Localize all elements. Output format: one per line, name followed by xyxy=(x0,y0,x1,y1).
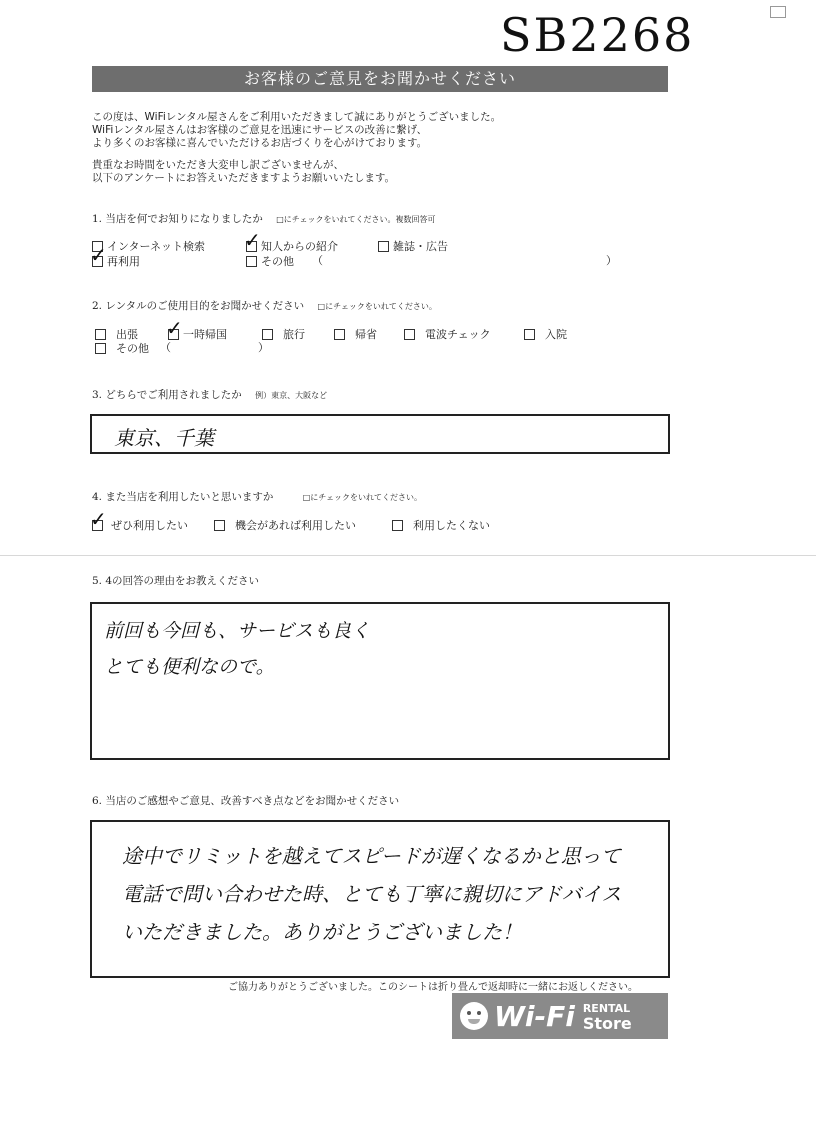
q2-other-paren-close: ） xyxy=(258,341,269,354)
option-label: 帰省 xyxy=(355,328,377,341)
q1-option-internet[interactable] xyxy=(92,238,205,254)
option-label: 入院 xyxy=(545,328,567,341)
q1-option-magazine[interactable] xyxy=(378,238,448,254)
option-label: 一時帰国 xyxy=(183,328,227,341)
q4-note: □にチェックをいれてください。 xyxy=(302,493,423,502)
q2-other-paren-open: （ xyxy=(160,341,171,354)
q6-answer-line-1: 途中でリミットを越えてスピードが遅くなるかと思って xyxy=(122,844,621,868)
option-label: 電波チェック xyxy=(425,328,491,341)
option-label: 利用したくない xyxy=(413,519,490,532)
q5-answer-box[interactable] xyxy=(90,602,670,760)
fold-line xyxy=(0,555,816,556)
option-label: 雑誌・広告 xyxy=(393,240,448,253)
q3-answer-box[interactable] xyxy=(90,414,670,454)
option-label: 知人からの紹介 xyxy=(261,240,338,253)
q6-answer-line-3: いただきました。ありがとうございました！ xyxy=(122,920,522,944)
checkbox[interactable] xyxy=(246,256,257,267)
q1-option-other[interactable] xyxy=(246,253,294,269)
q4-label: 4. また当店を利用したいと思いますか xyxy=(92,491,274,503)
checkbox[interactable] xyxy=(392,520,403,531)
check-mark-icon: ✓ xyxy=(90,242,107,267)
sheet-id: SB2268 xyxy=(500,8,695,62)
checkbox-checked[interactable] xyxy=(166,315,183,340)
checkbox-checked[interactable] xyxy=(244,227,261,252)
checkbox[interactable] xyxy=(404,329,415,340)
checkbox[interactable] xyxy=(378,241,389,252)
logo-sub-text-2: Store xyxy=(582,1014,632,1033)
q1-heading xyxy=(92,211,436,226)
q4-option-if-chance[interactable] xyxy=(214,517,356,533)
footer-note: ご協力ありがとうございました。このシートは折り畳んで返却時に一緒にお返しください。 xyxy=(228,982,638,993)
q5-label: 5. 4の回答の理由をお教えください xyxy=(92,575,260,587)
q6-answer-box[interactable] xyxy=(90,820,670,978)
option-label: インターネット検索 xyxy=(107,240,206,253)
logo-sub-text-1: RENTAL xyxy=(582,1002,631,1015)
q4-option-no[interactable] xyxy=(392,517,490,533)
check-mark-icon: ✓ xyxy=(244,227,261,252)
logo-main-text: Wi-Fi xyxy=(494,999,575,1033)
checkbox-checked[interactable] xyxy=(90,506,107,531)
option-label: その他 xyxy=(261,255,294,268)
q3-heading xyxy=(92,387,327,402)
q4-heading xyxy=(92,489,422,504)
checkbox[interactable] xyxy=(524,329,535,340)
q1-note: □にチェックをいれてください。複数回答可 xyxy=(276,215,436,224)
wifi-rental-store-logo xyxy=(452,993,668,1039)
q1-option-reuse[interactable] xyxy=(90,242,140,269)
option-label: 機会があれば利用したい xyxy=(235,519,356,532)
mascot-icon xyxy=(460,1002,488,1030)
option-label: 旅行 xyxy=(283,328,305,341)
check-mark-icon: ✓ xyxy=(166,315,183,340)
checkbox[interactable] xyxy=(95,329,106,340)
q2-option-temporary-return[interactable] xyxy=(166,315,227,342)
q5-answer-line-2: とても便利なので。 xyxy=(104,656,275,678)
option-label: 再利用 xyxy=(107,255,140,268)
option-label: その他 xyxy=(116,342,149,355)
q2-option-homecoming[interactable] xyxy=(334,326,377,342)
checkbox[interactable] xyxy=(95,343,106,354)
q1-other-paren-open: （ xyxy=(312,254,323,267)
q3-label: 3. どちらでご利用されましたか xyxy=(92,389,242,401)
q6-label: 6. 当店のご感想やご意見、改善すべき点などをお聞かせください xyxy=(92,795,400,807)
checkbox[interactable] xyxy=(214,520,225,531)
q2-option-hospital[interactable] xyxy=(524,326,567,342)
checkbox-checked[interactable] xyxy=(90,242,107,267)
q2-option-signal-check[interactable] xyxy=(404,326,491,342)
q5-heading xyxy=(92,573,259,588)
q3-example: 例）東京、大阪など xyxy=(255,391,328,400)
q2-heading xyxy=(92,298,437,313)
q5-answer-line-1: 前回も今回も、サービスも良く xyxy=(104,620,371,642)
intro-paragraph-1: この度は、WiFiレンタル屋さんをご利用いただきまして誠にありがとうございました。 WiFiレンタル屋さんはお客様のご意見を迅速にサービスの改善に繋げ、 より多くのお客様に喜んでいただけるお店づくりを心がけております。 xyxy=(92,111,502,149)
intro-text xyxy=(92,111,652,194)
page-title: お客様のご意見をお聞かせください xyxy=(92,66,668,92)
q1-other-paren-close: ） xyxy=(606,254,617,267)
q1-option-referral[interactable] xyxy=(244,227,338,254)
q4-option-definitely[interactable] xyxy=(90,506,188,533)
option-label: ぜひ利用したい xyxy=(111,519,188,532)
q3-answer: 東京、千葉 xyxy=(114,426,214,450)
checkbox[interactable] xyxy=(262,329,273,340)
q2-option-other[interactable] xyxy=(95,340,149,356)
q2-label: 2. レンタルのご使用目的をお聞かせください xyxy=(92,300,305,312)
check-mark-icon: ✓ xyxy=(90,506,107,531)
q6-heading xyxy=(92,793,399,808)
option-label: 出張 xyxy=(116,328,138,341)
corner-mark xyxy=(770,6,786,18)
checkbox[interactable] xyxy=(334,329,345,340)
intro-paragraph-2: 貴重なお時間をいただき大変申し訳ございませんが、 以下のアンケートにお答えいただきますようお願いいたします。 xyxy=(92,159,396,184)
q1-label: 1. 当店を何でお知りになりましたか xyxy=(92,213,263,225)
q6-answer-line-2: 電話で問い合わせた時、とても丁寧に親切にアドバイス xyxy=(122,882,622,906)
q2-note: □にチェックをいれてください。 xyxy=(317,302,437,311)
